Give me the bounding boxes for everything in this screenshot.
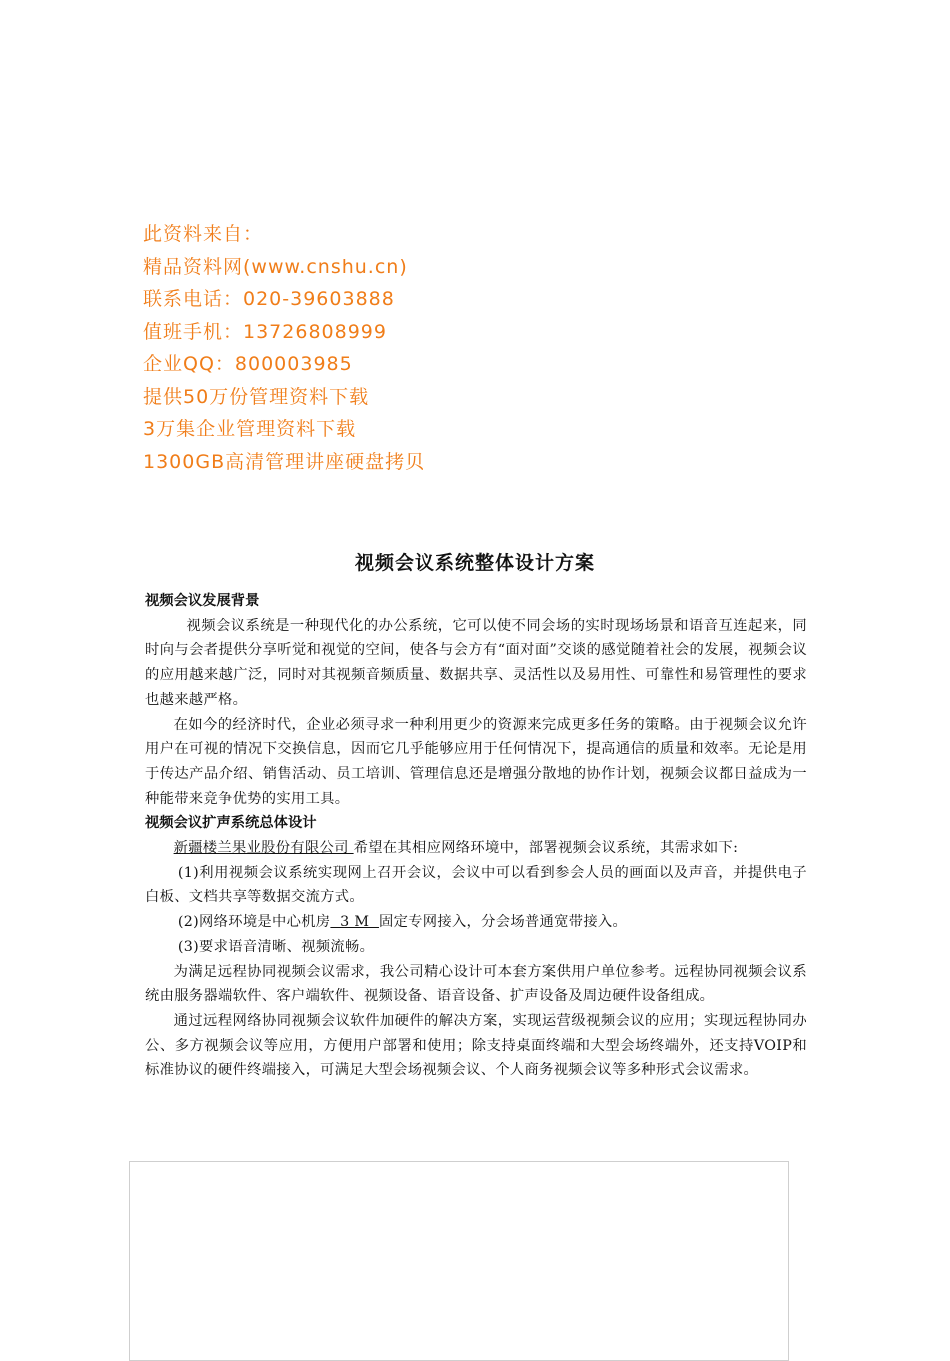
- paragraph: [145, 836, 807, 861]
- requirement-item: [145, 910, 807, 935]
- requirement-item: (3)要求语音清晰、视频流畅。: [177, 938, 375, 955]
- requirement-text: 固定专网接入，分会场普通宽带接入。: [378, 914, 628, 931]
- section-heading-design: 视频会议扩声系统总体设计: [145, 815, 317, 832]
- requirement-item: (1)利用视频会议系统实现网上召开会议，会议中可以看到参会人员的画面以及声音，并提供电子白板、文档共享等数据交流方式。: [145, 864, 807, 906]
- section-heading-background: 视频会议发展背景: [145, 593, 260, 609]
- paragraph: 通过远程网络协同视频会议软件加硬件的解决方案，实现运营级视频会议的应用；实现远程协同办公、多方视频会议等应用，方便用户部署和使用；除支持桌面终端和大型会场终端外，还支持VOIP和标准协议的硬件终端接入，可满足大型会场视频会议、个人商务视频会议等多种形式会议需求。: [145, 1012, 807, 1079]
- source-line-origin: 此资料来自：: [143, 223, 264, 245]
- source-info-block: [143, 218, 743, 478]
- bandwidth-value: 3 M: [330, 914, 379, 931]
- source-line-offer-2: 3万集企业管理资料下载: [143, 418, 357, 440]
- requirement-text: (2)网络环境是中心机房: [177, 914, 331, 931]
- paragraph: 视频会议系统是一种现代化的办公系统，它可以使不同会场的实时现场场景和语音互连起来，同时向与会者提供分享听觉和视觉的空间，使各与会方有“面对面”交谈的感觉随着社会的发展，视频会议的应用越来越广泛，同时对其视频音频质量、数据共享、灵活性以及易用性、可靠性和易管理性的要求也越来越严格。: [145, 617, 807, 708]
- source-line-offer-3: 1300GB高清管理讲座硬盘拷贝: [143, 450, 426, 473]
- diagram-frame: [129, 1161, 789, 1361]
- paragraph: 在如今的经济时代，企业必须寻求一种利用更少的资源来完成更多任务的策略。由于视频会议允许用户在可视的情况下交换信息，因而它几乎能够应用于任何情况下，提高通信的质量和效率。无论是用于传达产品介绍、销售活动、员工培训、管理信息还是增强分散地的协作计划，视频会议都日益成为一种能带来竞争优势的实用工具。: [145, 716, 807, 807]
- source-line-phone: 联系电话：020-39603888: [143, 288, 395, 310]
- source-line-offer-1: 提供50万份管理资料下载: [143, 385, 370, 408]
- paragraph-text: 希望在其相应网络环境中，部署视频会议系统，其需求如下:: [353, 840, 739, 856]
- document-body: [145, 589, 807, 1083]
- document-title: 视频会议系统整体设计方案: [354, 552, 595, 574]
- source-line-mobile: 值班手机：13726808999: [143, 320, 387, 343]
- source-line-qq: 企业QQ：800003985: [143, 353, 353, 375]
- company-name: 新疆楼兰果业股份有限公司: [173, 840, 354, 856]
- paragraph: 为满足远程协同视频会议需求，我公司精心设计可本套方案供用户单位参考。远程协同视频会议系统由服务器端软件、客户端软件、视频设备、语音设备、扩声设备及周边硬件设备组成。: [145, 963, 807, 1005]
- source-line-website: 精品资料网(www.cnshu.cn): [143, 255, 408, 278]
